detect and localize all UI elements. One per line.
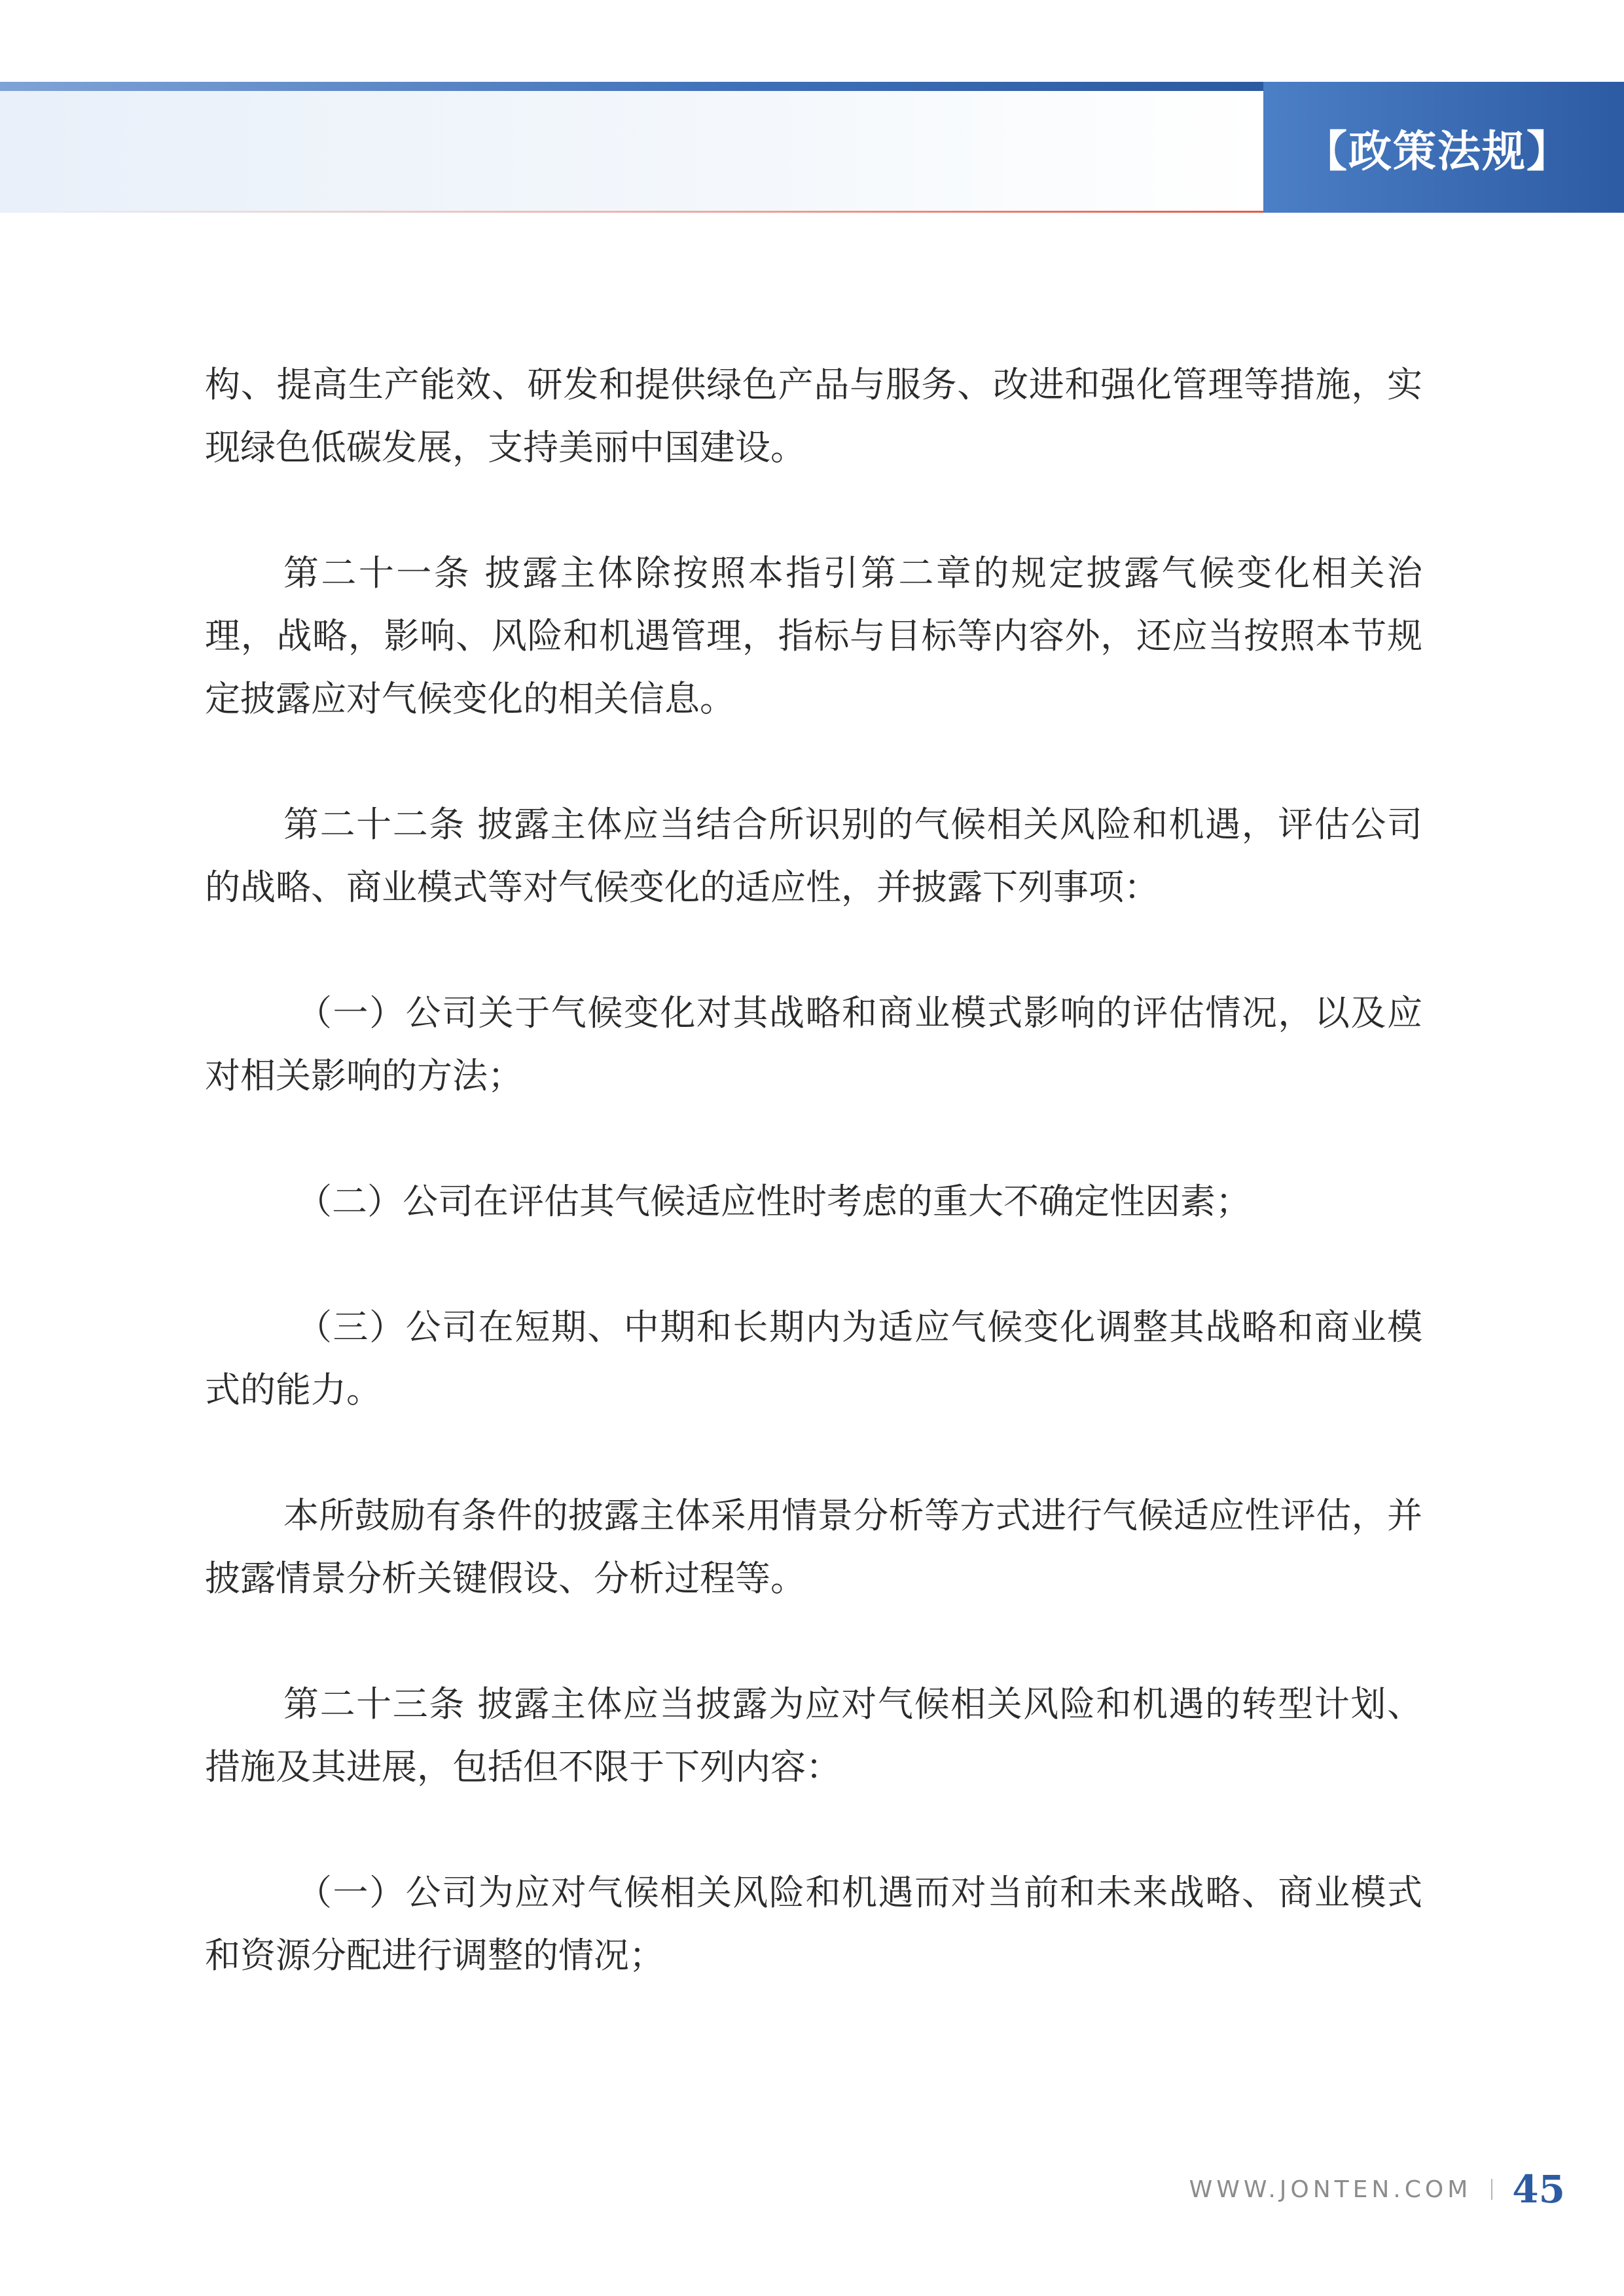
header-band [0, 91, 1263, 213]
paragraph: 第二十二条 披露主体应当结合所识别的气候相关风险和机遇，评估公司的战略、商业模式等对气候变化的适应性，并披露下列事项： [205, 804, 1422, 908]
list-item: （二）公司在评估其气候适应性时考虑的重大不确定性因素； [297, 1181, 1251, 1222]
article-body [205, 353, 1422, 2050]
page-footer [1189, 2166, 1565, 2212]
footer-divider [1491, 2179, 1492, 2200]
paragraph: 本所鼓励有条件的披露主体采用情景分析等方式进行气候适应性评估，并披露情景分析关键假设、分析过程等。 [205, 1495, 1422, 1599]
footer-website: WWW.JONTEN.COM [1189, 2176, 1472, 2203]
paragraph: 第二十三条 披露主体应当披露为应对气候相关风险和机遇的转型计划、措施及其进展，包括但不限于下列内容： [205, 1683, 1422, 1787]
list-item: （一）公司为应对气候相关风险和机遇而对当前和未来战略、商业模式和资源分配进行调整的情况； [205, 1872, 1422, 1976]
page-number: 45 [1512, 2167, 1565, 2212]
header-underline [26, 211, 1263, 213]
list-item: （一）公司关于气候变化对其战略和商业模式影响的评估情况，以及应对相关影响的方法； [205, 992, 1422, 1096]
paragraph: 第二十一条 披露主体除按照本指引第二章的规定披露气候变化相关治理，战略，影响、风险和机遇管理，指标与目标等内容外，还应当按照本节规定披露应对气候变化的相关信息。 [205, 552, 1422, 719]
section-tab [1263, 82, 1624, 213]
section-label: 【政策法规】 [1304, 125, 1571, 177]
paragraph: 构、提高生产能效、研发和提供绿色产品与服务、改进和强化管理等措施，实现绿色低碳发展，支持美丽中国建设。 [205, 364, 1422, 468]
header-top-line [0, 82, 1263, 91]
list-item: （三）公司在短期、中期和长期内为适应气候变化调整其战略和商业模式的能力。 [205, 1306, 1422, 1410]
